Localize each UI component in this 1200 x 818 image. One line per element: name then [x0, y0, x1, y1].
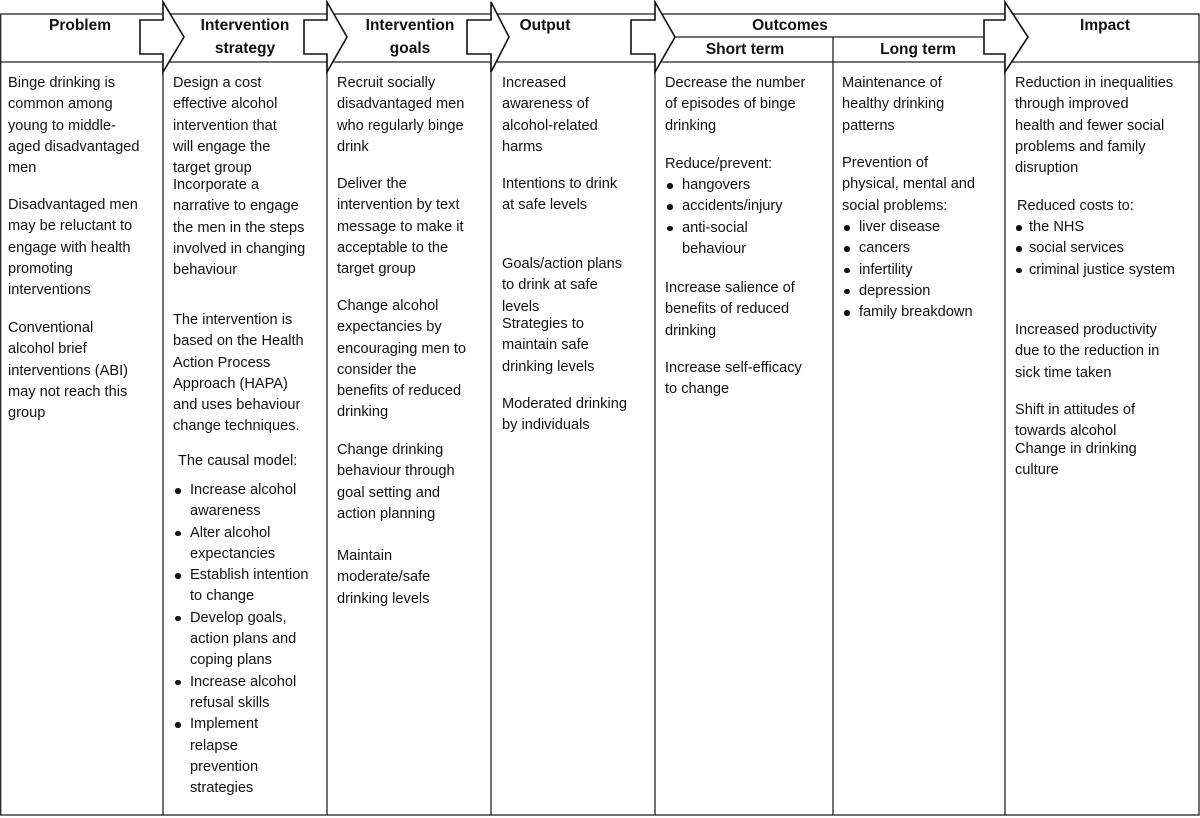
impact-item: Reduction in inequalities through improved health and fewer social problems and family disruption: [1015, 75, 1174, 177]
goal-item: Change drinking behaviour through goal setting and action planning: [337, 442, 455, 522]
output-item: Moderated drinking by individuals: [502, 396, 627, 434]
strategy-item: Design a cost effective alcohol intervention that will engage the target group: [173, 75, 278, 177]
output-item: Increased awareness of alcohol-related harms: [502, 75, 598, 155]
header-intervention-goals: Intervention goals: [365, 17, 455, 57]
reduced-costs-item: criminal justice system: [1015, 260, 1175, 281]
reduced-costs-list: [1015, 217, 1175, 281]
reduce-prevent-list: [663, 175, 783, 260]
goal-item: Recruit socially disadvantaged men who regularly binge drink: [337, 75, 465, 155]
reduced-costs-label: Reduced costs to:: [1017, 198, 1134, 214]
causal-model-item: Establish intention to change: [171, 565, 308, 608]
reduce-prevent-item: anti-social behaviour: [663, 218, 783, 261]
causal-model-label: The causal model:: [178, 453, 298, 469]
header-intervention-strategy: Intervention strategy: [200, 17, 290, 57]
causal-model-list: [171, 480, 308, 799]
output-item: Goals/action plans to drink at safe levels: [502, 256, 623, 315]
reduce-prevent-item: hangovers: [663, 175, 783, 196]
causal-model-item: Develop goals, action plans and coping plans: [171, 608, 308, 672]
reduce-prevent-item: accidents/injury: [663, 196, 783, 217]
header-output: Output: [519, 17, 571, 34]
short-term-item: Increase self-efficacy to change: [665, 360, 802, 398]
output-item: Intentions to drink at safe levels: [502, 176, 618, 214]
header-long-term: Long term: [880, 41, 956, 58]
prevention-item: liver disease: [840, 217, 973, 238]
strategy-item: Incorporate a narrative to engage the men in the steps involved in changing behaviour: [173, 177, 306, 279]
output-item: Strategies to maintain safe drinking levels: [502, 316, 595, 375]
prevention-item: cancers: [840, 238, 973, 259]
prevention-item: family breakdown: [840, 302, 973, 323]
problem-item: Conventional alcohol brief interventions (ABI) may not reach this group: [8, 320, 129, 422]
header-short-term: Short term: [705, 41, 785, 58]
prevention-item: infertility: [840, 260, 973, 281]
strategy-item: The intervention is based on the Health Action Process Approach (HAPA) and uses behaviour change techniques.: [173, 312, 304, 435]
header-impact: Impact: [1080, 17, 1130, 34]
impact-item: Shift in attitudes of towards alcohol: [1015, 402, 1136, 440]
causal-model-item: Implement relapse prevention strategies: [171, 714, 308, 799]
causal-model-item: Alter alcohol expectancies: [171, 523, 308, 566]
prevention-list: [840, 217, 973, 323]
problem-item: Binge drinking is common among young to middle- aged disadvantaged men: [8, 75, 140, 177]
header-problem: Problem: [48, 17, 112, 34]
prevention-item: depression: [840, 281, 973, 302]
impact-item: Increased productivity due to the reduction in sick time taken: [1015, 322, 1160, 381]
impact-item: Change in drinking culture: [1015, 441, 1137, 479]
header-outcomes: Outcomes: [752, 17, 828, 34]
short-term-item: Decrease the number of episodes of binge drinking: [665, 75, 806, 134]
reduced-costs-item: social services: [1015, 238, 1175, 259]
reduced-costs-item: the NHS: [1015, 217, 1175, 238]
long-term-item: Maintenance of healthy drinking patterns: [842, 75, 945, 134]
causal-model-item: Increase alcohol refusal skills: [171, 672, 308, 715]
problem-item: Disadvantaged men may be reluctant to engage with health promoting interventions: [8, 197, 138, 299]
goal-item: Change alcohol expectancies by encouraging men to consider the benefits of reduced drinking: [337, 298, 466, 421]
causal-model-item: Increase alcohol awareness: [171, 480, 308, 523]
short-term-item: Increase salience of benefits of reduced drinking: [665, 280, 795, 339]
goal-item: Deliver the intervention by text message to make it acceptable to the target group: [337, 176, 464, 278]
goal-item: Maintain moderate/safe drinking levels: [337, 548, 431, 607]
prevention-label: Prevention of physical, mental and social problems:: [842, 155, 976, 214]
reduce-prevent-label: Reduce/prevent:: [665, 156, 773, 172]
